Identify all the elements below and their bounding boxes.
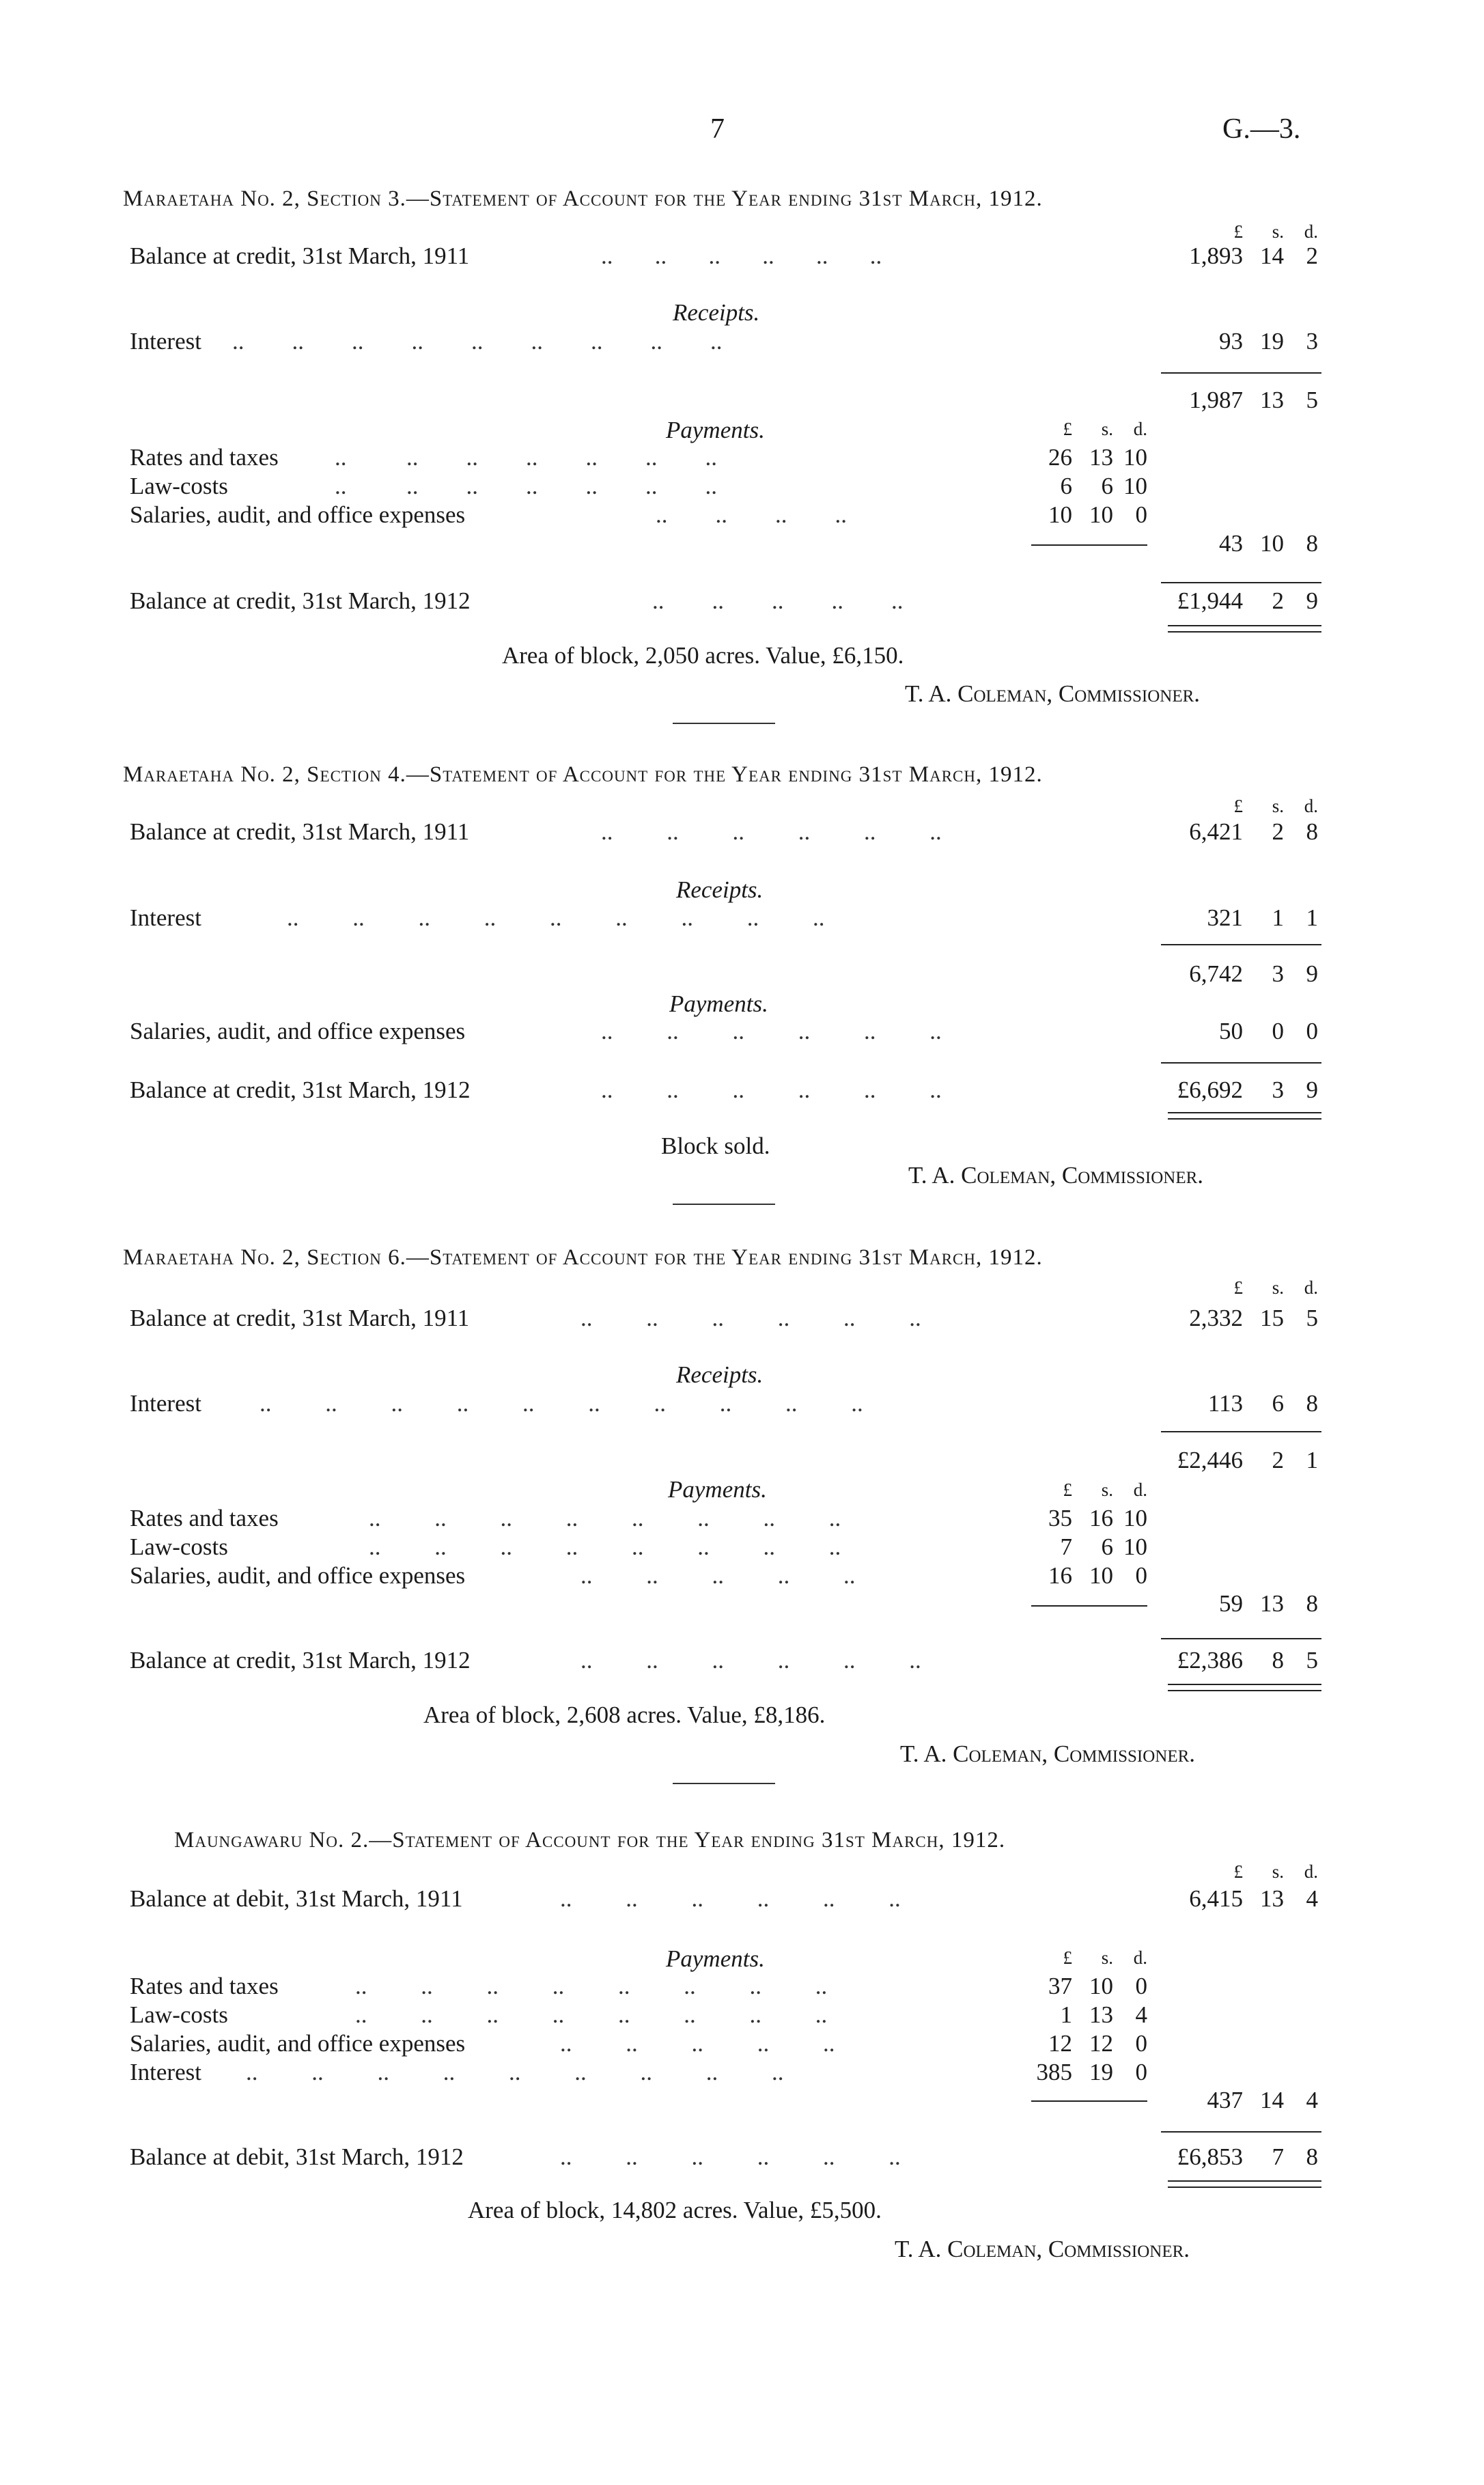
rule <box>1161 944 1321 945</box>
signature: T. A. Coleman, Commissioner. <box>908 1162 1204 1189</box>
payment-amount: 16 10 0 <box>1048 1562 1147 1589</box>
rule <box>1161 2131 1321 2133</box>
payment-amount: 10 10 0 <box>1048 501 1147 528</box>
payment-label: Law-costs <box>130 1533 228 1560</box>
payment-amount: 50 0 0 <box>1219 1018 1318 1044</box>
rule <box>1161 1431 1321 1432</box>
opening-balance-amount: 2,332 15 5 <box>1189 1305 1318 1331</box>
rule <box>1161 372 1321 374</box>
signature: T. A. Coleman, Commissioner. <box>900 1740 1196 1767</box>
block-note: Block sold. <box>661 1133 770 1159</box>
payments-total-amount: 59 13 8 <box>1219 1590 1318 1617</box>
payment-amount: 37 10 0 <box>1048 1973 1147 1999</box>
payment-amount: 385 19 0 <box>1036 2059 1147 2085</box>
receipt-amount: 321 1 1 <box>1207 904 1318 931</box>
opening-balance-label: Balance at debit, 31st March, 1911 <box>130 1885 463 1912</box>
rule <box>1031 1605 1147 1607</box>
section-title: Maraetaha No. 2, Section 3.—Statement of Account for the Year ending 31st March, 1912. <box>123 186 1043 211</box>
section-separator <box>673 1204 775 1205</box>
subtotal-amount: £2,446 2 1 <box>1177 1447 1318 1473</box>
opening-balance-label: Balance at credit, 31st March, 1911 <box>130 818 470 845</box>
column-headers: £ s. d. <box>1233 1861 1318 1882</box>
payments-heading: Payments. <box>668 1476 767 1503</box>
section-separator <box>673 1783 775 1784</box>
column-headers: £ s. d. <box>1233 1277 1318 1298</box>
section-title: Maraetaha No. 2, Section 4.—Statement of Account for the Year ending 31st March, 1912. <box>123 762 1043 787</box>
payments-heading: Payments. <box>666 1945 765 1972</box>
payment-label: Law-costs <box>130 2001 228 2028</box>
payment-amount: 7 6 10 <box>1060 1533 1147 1560</box>
rule <box>1031 544 1147 546</box>
payment-amount: 12 12 0 <box>1048 2030 1147 2057</box>
payment-label: Interest <box>130 2059 201 2085</box>
payment-label: Rates and taxes <box>130 1973 279 1999</box>
column-headers: £ s. d. <box>1233 221 1318 242</box>
closing-balance-label: Balance at credit, 31st March, 1912 <box>130 1077 471 1103</box>
column-headers: £ s. d. <box>1233 796 1318 816</box>
closing-balance-amount: £1,944 2 9 <box>1177 587 1318 614</box>
rule <box>1161 1638 1321 1639</box>
payment-label: Law-costs <box>130 473 228 499</box>
receipt-label: Interest <box>130 328 201 355</box>
payments-column-headers: £ s. d. <box>1063 1480 1147 1500</box>
section-title: Maungawaru No. 2.—Statement of Account for the Year ending 31st March, 1912. <box>174 1828 1006 1852</box>
payment-amount: 1 13 4 <box>1060 2001 1147 2028</box>
payment-amount: 6 6 10 <box>1060 473 1147 499</box>
rule <box>1161 1062 1321 1064</box>
subtotal-amount: 6,742 3 9 <box>1189 960 1318 987</box>
rule <box>1161 582 1321 583</box>
receipt-label: Interest <box>130 1390 201 1417</box>
opening-balance-amount: 6,415 13 4 <box>1189 1885 1318 1912</box>
double-rule <box>1168 1684 1321 1691</box>
section-separator <box>673 723 775 724</box>
payments-total-amount: 437 14 4 <box>1207 2087 1318 2113</box>
opening-balance-label: Balance at credit, 31st March, 1911 <box>130 242 470 269</box>
double-rule <box>1168 1112 1321 1120</box>
subtotal-amount: 1,987 13 5 <box>1189 387 1318 413</box>
rule <box>1031 2100 1147 2102</box>
closing-balance-label: Balance at credit, 31st March, 1912 <box>130 587 471 614</box>
section-title: Maraetaha No. 2, Section 6.—Statement of Account for the Year ending 31st March, 1912. <box>123 1245 1043 1270</box>
payment-label: Rates and taxes <box>130 1505 279 1531</box>
double-rule <box>1168 625 1321 633</box>
opening-balance-amount: 6,421 2 8 <box>1189 818 1318 845</box>
payment-label: Salaries, audit, and office expenses <box>130 501 466 528</box>
payment-label: Salaries, audit, and office expenses <box>130 1018 466 1044</box>
payment-label: Rates and taxes <box>130 444 279 471</box>
payments-total-amount: 43 10 8 <box>1219 530 1318 557</box>
receipt-amount: 93 19 3 <box>1219 328 1318 355</box>
payment-label: Salaries, audit, and office expenses <box>130 1562 466 1589</box>
page-number: 7 <box>710 113 725 145</box>
block-note: Area of block, 14,802 acres. Value, £5,500. <box>468 2197 882 2223</box>
closing-balance-label: Balance at credit, 31st March, 1912 <box>130 1647 471 1674</box>
block-note: Area of block, 2,050 acres. Value, £6,150. <box>502 642 904 669</box>
opening-balance-amount: 1,893 14 2 <box>1189 242 1318 269</box>
payments-heading: Payments. <box>666 417 765 443</box>
payments-column-headers: £ s. d. <box>1063 1947 1147 1968</box>
closing-balance-amount: £6,692 3 9 <box>1177 1077 1318 1103</box>
document-page: 7 G.—3. Maraetaha No. 2, Section 3.—Statement of Account for the Year ending 31st March, 1912. £ s. d. Balance at credit, 31st March, 1911 .. .. .. .. .. .. 1,893 14 2 Receipts. Interest .. .. .. .. .. .. .. .. .. 93 19 3 1,987 13 5 Payments. £ s. d. Rates and taxes .. .. .. .. .. .. .. 26 13 10 Law-costs .. .. .. .. .. .. .. 6 6 10 Salaries, audit, and office expenses .. .. .. .. 10 10 0 43 10 8 Balance at credit, 31st March, 1912 .. .. .. .. .. £1,944 2 9 Area of block, 2,050 acres. Value, £6,150. T. A. Coleman, Commissioner. Maraetaha No. 2, Section 4.—Statement of Account for the Year ending 31st March, 1912. £ s. d. Balance at credit, 31st March, 1911 .. .. .. .. .. .. 6,421 2 8 Receipts. Interest .. .. .. .. .. .. .. .. .. 321 1 1 6,742 3 9 Payments. Salaries, audit, and office expenses .. .. .. .. .. .. 50 0 0 Balance at credit, 31st March, 1912 .. .. .. .. .. .. £6,692 3 9 Block sold. T. A. Coleman, Commissioner. Maraetaha No. 2, Section 6.—Statement of Account for the Year ending 31st March, 1912. £ s. d. Balance at credit, 31st March, 1911 .. .. .. .. .. .. 2,332 15 5 Receipts. Interest .. .. .. .. .. .. .. .. .. .. 113 6 8 £2,446 2 1 Payments. £ s. d. Rates and taxes .. .. .. .. .. .. .. .. 35 16 10 Law-costs .. .. .. .. .. .. .. .. 7 6 10 Salaries, audit, and office expenses .. .. .. .. .. 16 10 0 59 13 8 Balance at credit, 31st March, 1912 .. .. .. .. .. .. £2,386 8 5 Area of block, 2,608 acres. Value, £8,186. T. A. Coleman, Commissioner. Maungawaru No. 2.—Statement of Account for the Year ending 31st March, 1912. £ s. d. Balance at debit, 31st March, 1911 .. .. .. .. .. .. 6,415 13 4 Payments. £ s. d. Rates and taxes .. .. .. .. .. .. .. .. 37 10 0 Law-costs .. .. .. .. .. .. .. .. 1 13 4 Salaries, audit, and office expenses .. .. .. .. .. 12 12 0 Interest .. .. .. .. .. .. .. .. .. 385 19 0 437 14 4 Balance at debit, 31st March, 1912 .. .. .. .. .. .. £6,853 7 8 Area of block, 14,802 acres. Value, £5,500. T. A. Coleman, Commissioner. <box>0 0 1484 2485</box>
receipts-heading: Receipts. <box>673 299 760 326</box>
payments-column-headers: £ s. d. <box>1063 419 1147 439</box>
block-note: Area of block, 2,608 acres. Value, £8,186. <box>423 1702 826 1728</box>
document-code: G.—3. <box>1222 113 1301 145</box>
double-rule <box>1168 2180 1321 2188</box>
receipt-label: Interest <box>130 904 201 931</box>
payment-amount: 35 16 10 <box>1048 1505 1147 1531</box>
opening-balance-label: Balance at credit, 31st March, 1911 <box>130 1305 470 1331</box>
receipts-heading: Receipts. <box>676 1361 764 1388</box>
payments-heading: Payments. <box>669 990 768 1017</box>
signature: T. A. Coleman, Commissioner. <box>905 680 1201 707</box>
signature: T. A. Coleman, Commissioner. <box>895 2236 1190 2262</box>
receipts-heading: Receipts. <box>676 876 764 903</box>
closing-balance-amount: £6,853 7 8 <box>1177 2143 1318 2170</box>
payment-label: Salaries, audit, and office expenses <box>130 2030 466 2057</box>
closing-balance-label: Balance at debit, 31st March, 1912 <box>130 2143 464 2170</box>
closing-balance-amount: £2,386 8 5 <box>1177 1647 1318 1674</box>
receipt-amount: 113 6 8 <box>1207 1390 1318 1417</box>
payment-amount: 26 13 10 <box>1048 444 1147 471</box>
